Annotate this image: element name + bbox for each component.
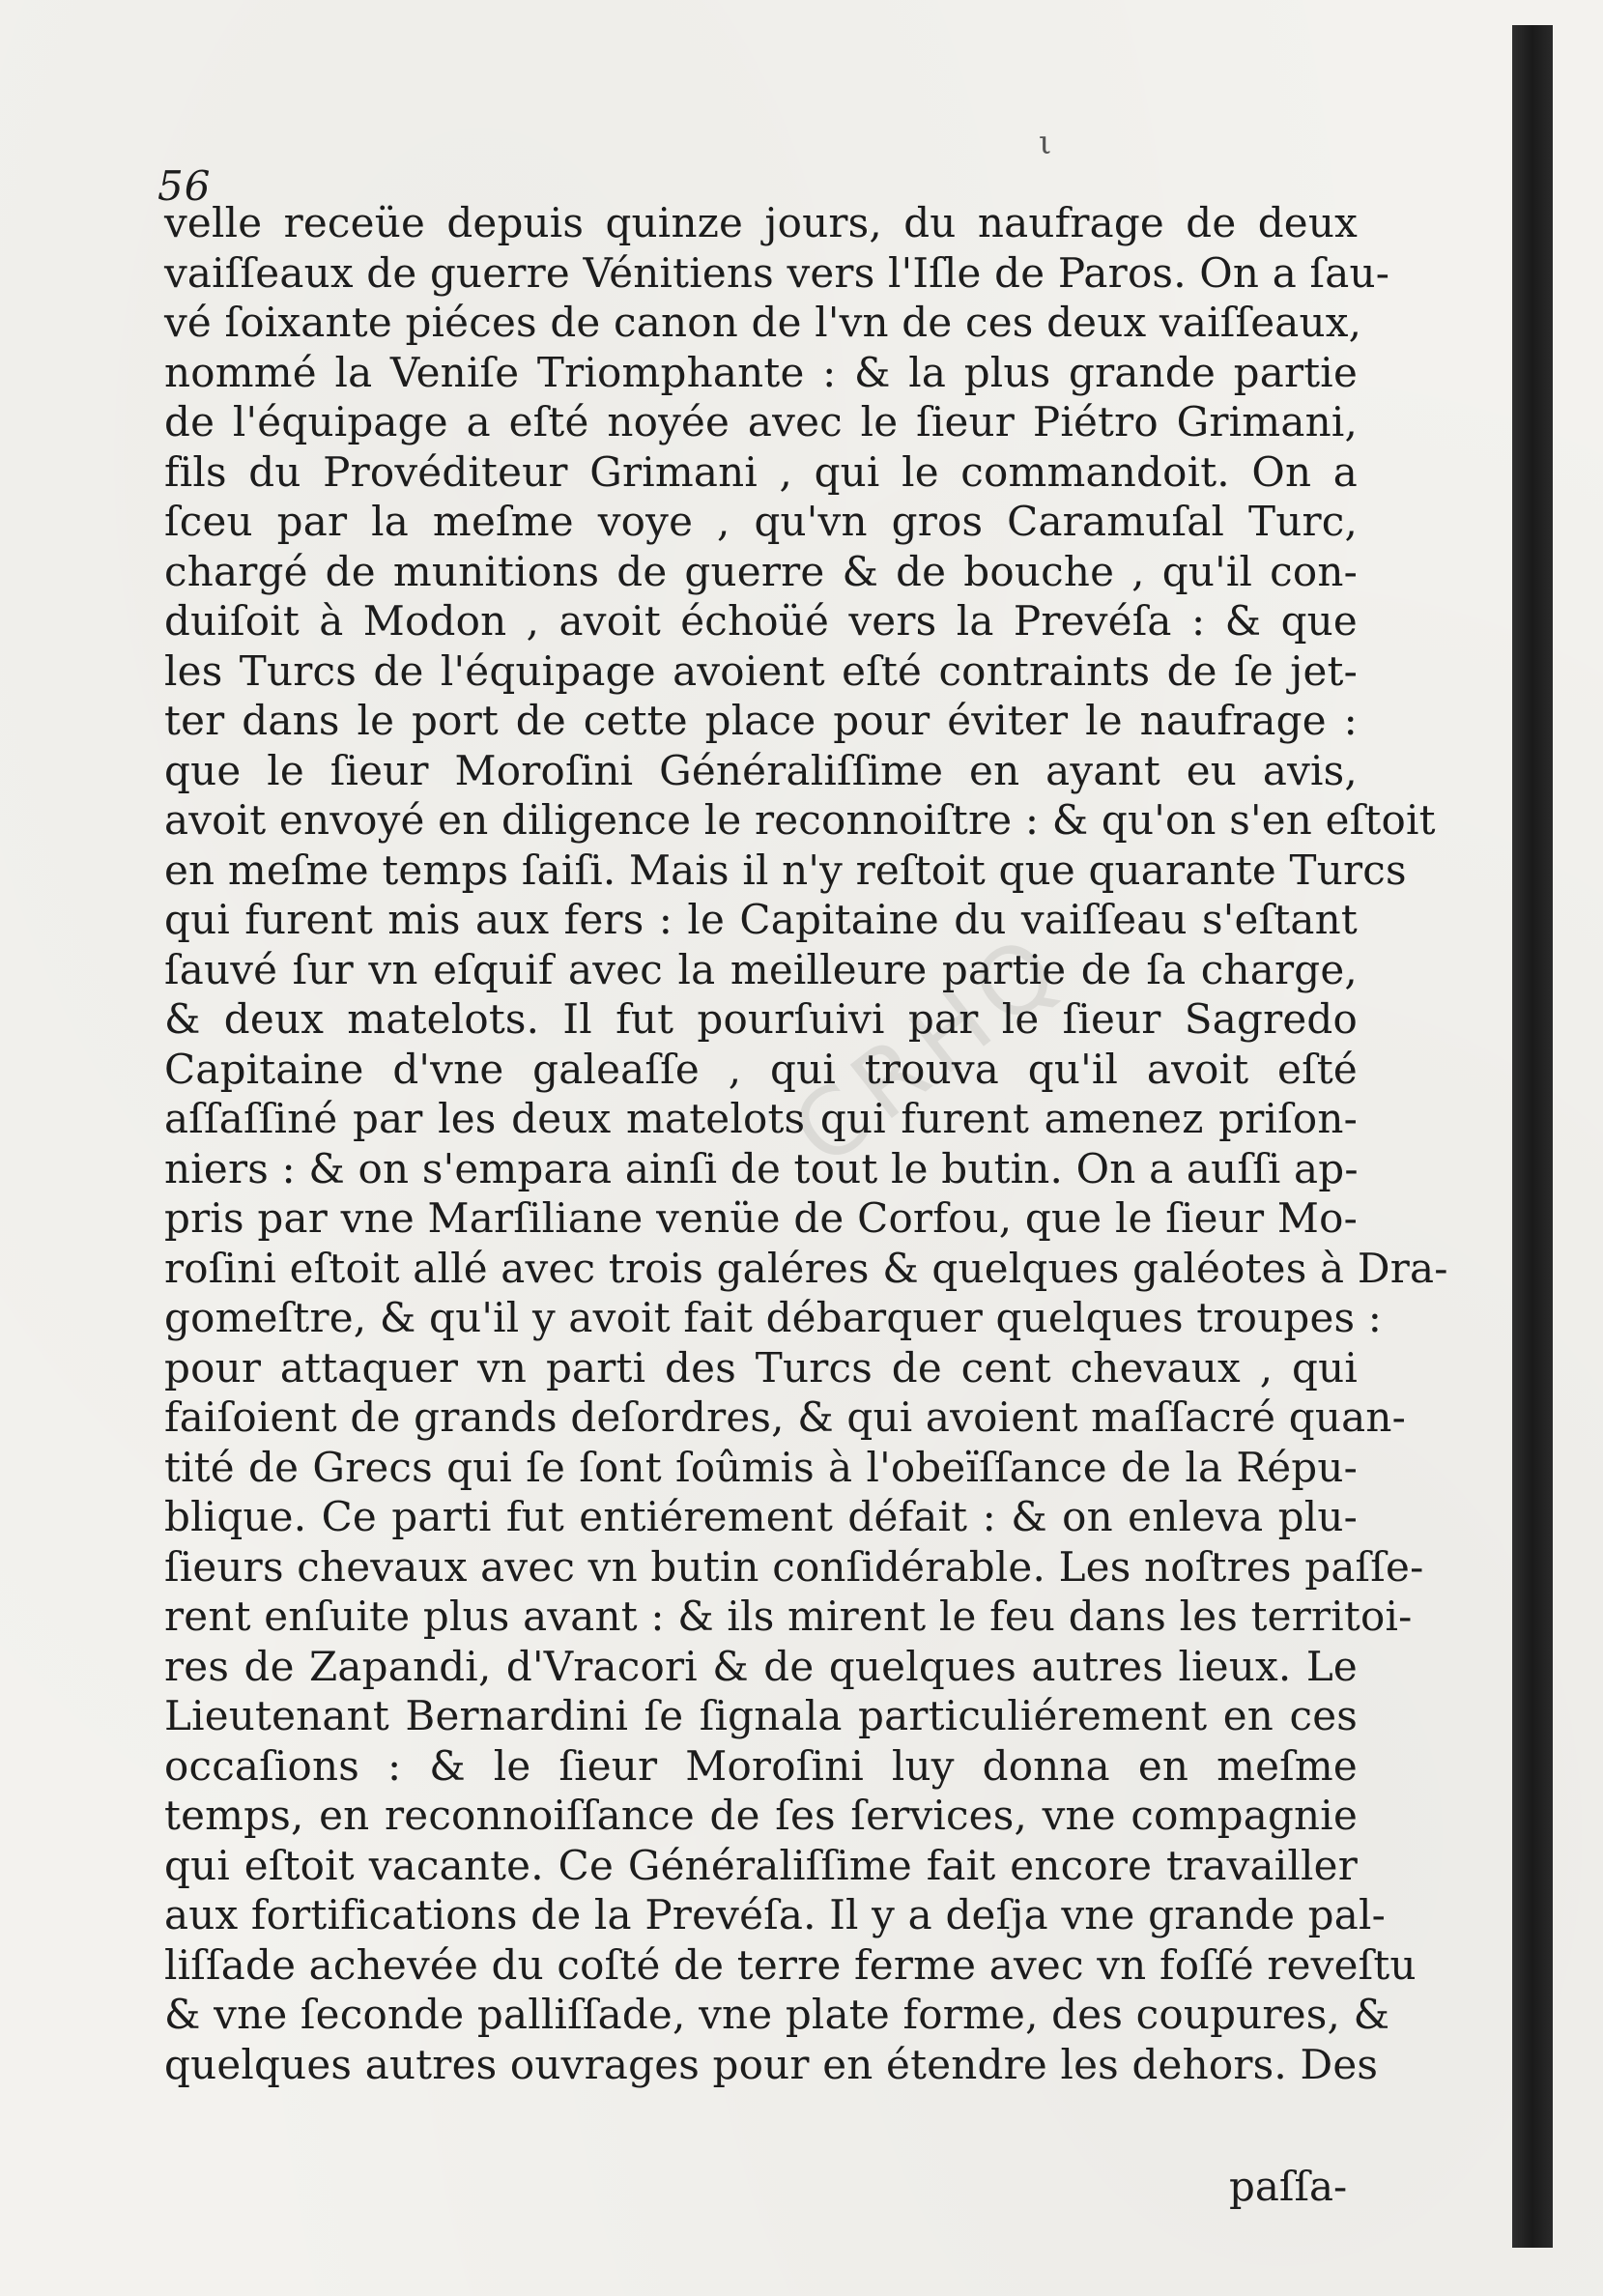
text-line: vé ſoixante piéces de canon de l'vn de ces deux vaiſſeaux,	[164, 299, 1362, 346]
text-line: temps, en reconnoiſſance de ſes ſervices, vne compagnie	[164, 1792, 1358, 1839]
text-line: pour attaquer vn parti des Turcs de cent chevaux , qui	[164, 1343, 1358, 1392]
catchword: paſſa-	[1229, 2163, 1348, 2210]
text-line: faiſoient de grands deſordres, & qui avoient maſſacré quan-	[164, 1393, 1406, 1441]
text-line: avoit envoyé en diligence le reconnoiſtre : & qu'on s'en eſtoit	[164, 796, 1436, 844]
text-line: gomeſtre, & qu'il y avoit fait débarquer quelques troupes :	[164, 1294, 1383, 1341]
text-line: Lieutenant Bernardini ſe ſignala particuliérement en ces	[164, 1692, 1358, 1739]
text-line: duiſoit à Modon , avoit échoüé vers la Prevéſa : & que	[164, 597, 1358, 645]
watermark: CRHQ	[773, 910, 1085, 1188]
text-line: & deux matelots. Il fut pourſuivi par le ſieur Sagredo	[164, 995, 1358, 1043]
text-line: ſceu par la meſme voye , qu'vn gros Caramuſal Turc,	[164, 498, 1358, 545]
text-line: roſini eſtoit allé avec trois galéres & quelques galéotes à Dra-	[164, 1244, 1448, 1292]
text-line: liſſade achevée du coſté de terre ferme avec vn foſſé reveſtu	[164, 1940, 1417, 1989]
scan-edge-shadow	[1512, 25, 1553, 2248]
text-line: velle receüe depuis quinze jours, du naufrage de deux	[164, 199, 1358, 246]
text-line: & vne ſeconde palliſſade, vne plate forme, des coupures, &	[164, 1991, 1390, 2038]
text-line: ſieurs chevaux avec vn butin conſidérable. Les noſtres paſſe-	[164, 1542, 1424, 1591]
text-line: blique. Ce parti fut entiérement défait : & on enleva plu-	[164, 1493, 1358, 1540]
text-line: en meſme temps ſaiſi. Mais il n'y reſtoit que quarante Turcs	[164, 846, 1407, 894]
text-line: pris par vne Marſiliane venüe de Corfou, que le ſieur Mo-	[164, 1194, 1358, 1242]
page-number: 56	[157, 162, 212, 210]
text-line: nommé la Veniſe Triomphante : & la plus grande partie	[164, 348, 1358, 396]
text-line: qui furent mis aux fers : le Capitaine du vaiſſeau s'eſtant	[164, 896, 1358, 943]
ink-speck: ι	[1039, 124, 1052, 162]
text-line: fils du Provéditeur Grimani , qui le commandoit. On a	[164, 447, 1358, 496]
text-line: quelques autres ouvrages pour en étendre les dehors. Des	[164, 2040, 1379, 2088]
text-line: aux fortifications de la Prevéſa. Il y a deſja vne grande pal-	[164, 1891, 1387, 1938]
text-line: tité de Grecs qui ſe ſont ſoûmis à l'obeïſſance de la Répu-	[164, 1443, 1358, 1491]
text-line: occaſions : & le ſieur Moroſini luy donna en meſme	[164, 1741, 1358, 1790]
text-line: qui eſtoit vacante. Ce Généraliſſime fait encore travailler	[164, 1841, 1358, 1889]
text-line: que le ſieur Moroſini Généraliſſime en ayant eu avis,	[164, 746, 1358, 794]
text-line: chargé de munitions de guerre & de bouche , qu'il con-	[164, 547, 1358, 595]
text-line: Capitaine d'vne galeaſſe , qui trouva qu'il avoit eſté	[164, 1045, 1358, 1093]
text-line: niers : & on s'empara ainſi de tout le butin. On a auſſi ap-	[164, 1144, 1359, 1192]
text-line: ter dans le port de cette place pour éviter le naufrage :	[164, 697, 1358, 744]
text-line: les Turcs de l'équipage avoient eſté contraints de ſe jet-	[164, 646, 1358, 695]
text-line: ſauvé ſur vn eſquif avec la meilleure partie de ſa charge,	[164, 945, 1358, 993]
text-line: res de Zapandi, d'Vracori & de quelques autres lieux. Le	[164, 1642, 1358, 1690]
text-line: aſſaſſiné par les deux matelots qui furent amenez priſon-	[164, 1095, 1358, 1142]
text-line: de l'équipage a eſté noyée avec le ſieur Piétro Grimani,	[164, 398, 1358, 445]
body-text	[164, 198, 1448, 2089]
text-line: rent enſuite plus avant : & ils mirent le feu dans les territoi-	[164, 1593, 1413, 1640]
text-line: vaiſſeaux de guerre Vénitiens vers l'Iſle de Paros. On a ſau-	[164, 248, 1390, 297]
